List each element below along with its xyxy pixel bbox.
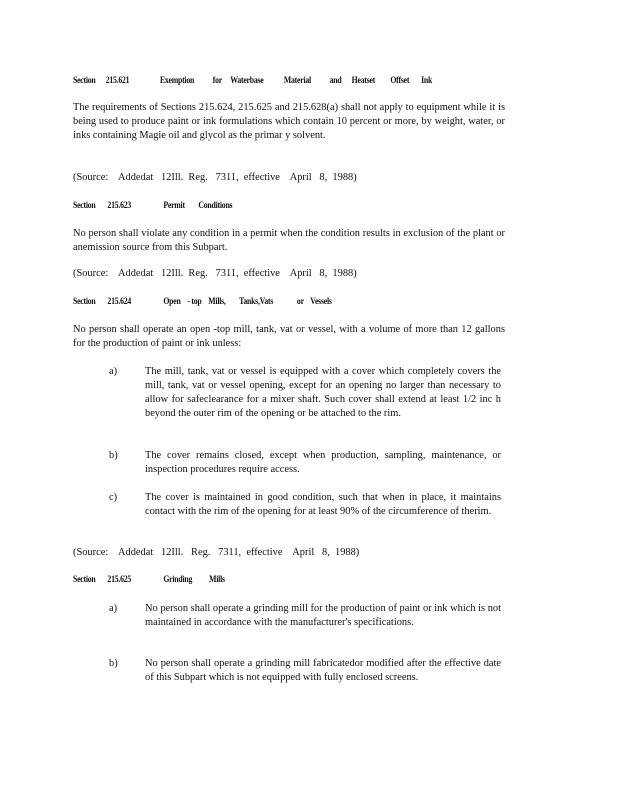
section-215-623-source: (Source: Addedat 12Ill. Reg. 7311, effective April 8, 1988) (73, 268, 357, 279)
section-heading-215-623: Section 215.623 Permit Conditions (73, 201, 233, 211)
section-215-624-source: (Source: Addedat 12Ill. Reg. 7311, effective April 8, 1988) (73, 547, 360, 558)
list-item-letter: b) (109, 658, 118, 669)
list-item-text: The mill, tank, vat or vessel is equipped with a cover which completely covers the mill, tank, vat or vessel opening, except for an opening no larger than necessary to allow for safeclearance for a mixer shaft. Such cover shall extend at least 1/2 inc h beyond the outer rim of the opening or be attached to the rim. (145, 366, 501, 419)
section-215-623-body: No person shall violate any condition in a permit when the condition results in exclusion of the plant or anemission source from this Subpart. (73, 228, 505, 253)
list-item-text: No person shall operate a grinding mill fabricatedor modified after the effective date of this Subpart which is not equipped with fully enclosed screens. (145, 658, 501, 683)
section-215-621-body: The requirements of Sections 215.624, 215.625 and 215.628(a) shall not apply to equipment while it is being used to produce paint or ink formulations which contain 10 percent or more, by weight, water, or inks containing Magie oil and glycol as the primar y solvent. (73, 102, 505, 141)
list-item-text: The cover is maintained in good condition, such that when in place, it maintains contact with the rim of the opening for at least 90% of the circumference of therim. (145, 492, 501, 517)
list-item-text: No person shall operate a grinding mill for the production of paint or ink which is not maintained in accordance with the manufacturer's specifications. (145, 603, 501, 628)
section-215-624-body: No person shall operate an open -top mill, tank, vat or vessel, with a volume of more than 12 gallons for the production of paint or ink unless: (73, 324, 505, 349)
list-item-letter: a) (109, 603, 118, 614)
list-item-letter: c) (109, 492, 118, 503)
list-item-letter: a) (109, 366, 118, 377)
section-heading-215-624: Section 215.624 Open - top Mills, Tanks,Vats or Vessels (73, 297, 332, 307)
section-heading-215-625: Section 215.625 Grinding Mills (73, 575, 225, 585)
list-item-letter: b) (109, 450, 118, 461)
section-heading-215-621: Section 215.621 Exemption for Waterbase Material and Heatset Offset Ink (73, 76, 433, 86)
section-215-621-source: (Source: Addedat 12Ill. Reg. 7311, effective April 8, 1988) (73, 172, 357, 183)
list-item-text: The cover remains closed, except when production, sampling, maintenance, or inspection procedures require access. (145, 450, 501, 475)
